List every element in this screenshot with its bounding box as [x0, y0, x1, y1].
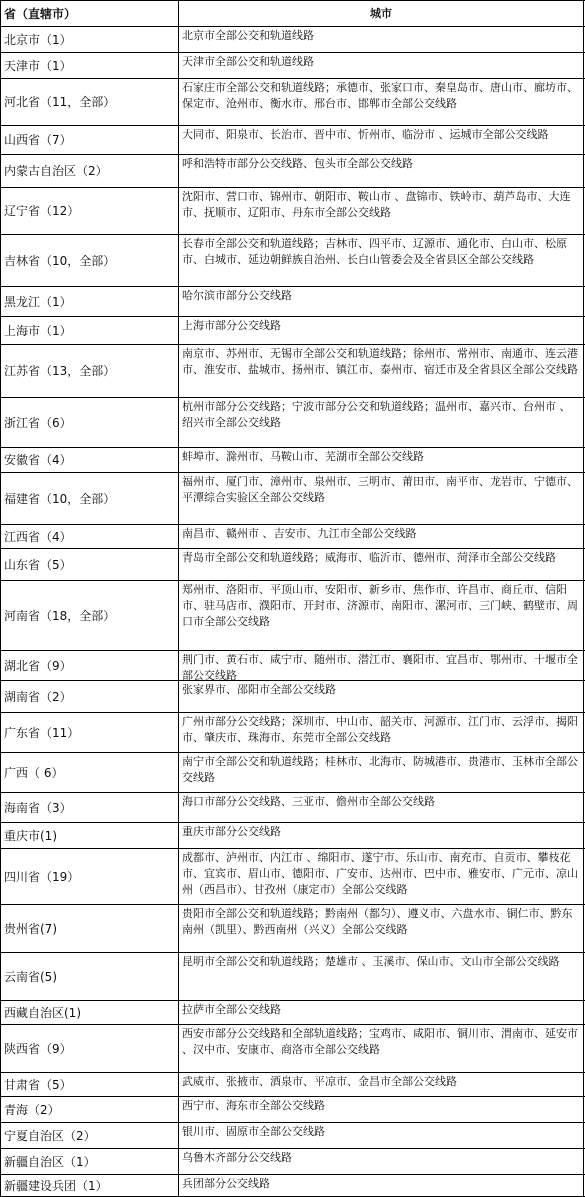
header-city: 城市 — [179, 1, 584, 26]
cities-cell: 兵团部分公交线路 — [179, 1174, 584, 1196]
province-cell: 内蒙古自治区（2） — [0, 154, 179, 187]
table-row — [0, 1174, 585, 1197]
province-cell: 天津市（1） — [0, 52, 179, 78]
province-cell: 湖北省（9） — [0, 650, 179, 680]
cities-cell: 北京市全部公交和轨道线路 — [179, 26, 584, 52]
province-cell: 辽宁省（12） — [0, 187, 179, 234]
cities-cell: 杭州市部分公交线路；宁波市部分公交和轨道线路；温州市、嘉兴市、台州市 、绍兴市全部公交线路 — [179, 397, 584, 447]
table-row — [0, 78, 585, 126]
table-row — [0, 316, 585, 345]
table-header-row — [0, 0, 585, 27]
cities-cell: 西安市部分公交线路和全部轨道线路；宝鸡市、咸阳市、铜川市、渭南市、延安市 、汉中市、安康市、商洛市全部公交线路 — [179, 1024, 584, 1072]
province-cell: 北京市（1） — [0, 26, 179, 52]
table-row — [0, 1096, 585, 1123]
province-cell: 新疆建设兵团（1） — [0, 1174, 179, 1196]
table-row — [0, 1024, 585, 1073]
cities-cell: 武威市、张掖市、酒泉市、平凉市、金昌市全部公交线路 — [179, 1072, 584, 1096]
table-row — [0, 524, 585, 549]
table-row — [0, 286, 585, 317]
table-row — [0, 548, 585, 581]
table-row — [0, 187, 585, 235]
province-cell: 海南省（3） — [0, 792, 179, 822]
cities-cell: 大同市、阳泉市、长治市、晋中市、忻州市、临汾市 、运城市全部公交线路 — [179, 125, 584, 154]
province-cell: 上海市（1） — [0, 316, 179, 344]
province-cell: 陕西省（9） — [0, 1024, 179, 1072]
province-cell: 广西（ 6） — [0, 752, 179, 792]
table-row — [0, 580, 585, 651]
table-row — [0, 952, 585, 1001]
cities-cell: 石家庄市全部公交和轨道线路；承德市、张家口市、秦皇岛市、唐山市、廊坊市、保定市、沧州市、衡水市、邢台市、邯郸市全部公交线路 — [179, 78, 584, 125]
province-cell: 黑龙江（1） — [0, 286, 179, 316]
table-row — [0, 792, 585, 823]
cities-cell: 长春市全部公交和轨道线路；吉林市、四平市、辽源市、通化市、白山市、松原市、白城市、延边朝鲜族自治州、长白山管委会及全省县区全部公交线路 — [179, 234, 584, 286]
province-cell: 吉林省（10，全部） — [0, 234, 179, 286]
cities-cell: 拉萨市全部公交线路 — [179, 1000, 584, 1024]
cities-cell: 郑州市、洛阳市、平顶山市、安阳市、新乡市、焦作市、许昌市、商丘市、信阳市、驻马店市、濮阳市、开封市、济源市、南阳市、漯河市、三门峡、鹤壁市、周口市全部公交线路 — [179, 580, 584, 650]
province-cell: 福建省（10，全部） — [0, 472, 179, 524]
cities-cell: 青岛市全部公交和轨道线路；威海市、临沂市、德州市、菏泽市全部公交线路 — [179, 548, 584, 580]
province-cell: 湖南省（2） — [0, 680, 179, 712]
province-cell: 江西省（4） — [0, 524, 179, 548]
province-cell: 安徽省（4） — [0, 447, 179, 472]
table-row — [0, 397, 585, 448]
cities-cell: 昆明市全部公交和轨道线路；楚雄市 、玉溪市、保山市、文山市全部公交线路 — [179, 952, 584, 1000]
province-cell: 青海（2） — [0, 1096, 179, 1122]
cities-cell: 沈阳市、营口市、锦州市、朝阳市、鞍山市 、盘锦市、铁岭市、葫芦岛市、大连市、抚顺市、辽阳市、丹东市全部公交线路 — [179, 187, 584, 234]
table-row — [0, 447, 585, 473]
cities-cell: 哈尔滨市部分公交线路 — [179, 286, 584, 316]
cities-cell: 南昌市、赣州市 、吉安市、九江市全部公交线路 — [179, 524, 584, 548]
cities-cell: 南宁市全部公交和轨道线路；桂林市、北海市、防城港市、贵港市、玉林市全部公交线路 — [179, 752, 584, 792]
cities-cell: 广州市部分公交线路；深圳市、中山市、韶关市、河源市、江门市、云浮市、揭阳市、肇庆市、珠海市、东莞市全部公交线路 — [179, 712, 584, 752]
province-cell: 新疆自治区（1） — [0, 1148, 179, 1174]
table-row — [0, 125, 585, 155]
table-row — [0, 472, 585, 525]
cities-cell: 南京市、苏州市、无锡市全部公交和轨道线路；徐州市、常州市、南通市、连云港市、淮安市、盐城市、扬州市、镇江市、泰州市、宿迁市及全省县区全部公交线路 — [179, 344, 584, 397]
cities-cell: 成都市、泸州市、内江市 、绵阳市、遂宁市、乐山市、南充市、自贡市、攀枝花市、宜宾市、眉山市、德阳市、广安市、达州市、巴中市、雅安市、广元市、凉山州（西昌市）、甘孜州（康定市）全部公交线路 — [179, 848, 584, 904]
cities-cell: 荆门市、黄石市、咸宁市、随州市、潜江市、襄阳市、宜昌市、鄂州市、十堰市全部公交线路 — [179, 650, 584, 680]
cities-cell: 西宁市、海东市全部公交线路 — [179, 1096, 584, 1122]
table-row — [0, 680, 585, 713]
province-cell: 河北省（11，全部） — [0, 78, 179, 125]
province-cell: 四川省（19） — [0, 848, 179, 904]
province-cell: 甘肃省（5） — [0, 1072, 179, 1096]
table-row — [0, 1072, 585, 1097]
cities-cell: 乌鲁木齐部分公交线路 — [179, 1148, 584, 1174]
table-row — [0, 154, 585, 188]
cities-cell: 蚌埠市、滁州市、马鞍山市、芜湖市全部公交线路 — [179, 447, 584, 472]
table-row — [0, 752, 585, 793]
table-row — [0, 1000, 585, 1025]
province-cell: 山西省（7） — [0, 125, 179, 154]
header-province: 省（直辖市） — [0, 1, 179, 26]
cities-cell: 上海市部分公交线路 — [179, 316, 584, 344]
province-cell: 重庆市(1) — [0, 822, 179, 848]
province-cell: 宁夏自治区（2） — [0, 1122, 179, 1148]
province-cell: 贵州省(7) — [0, 904, 179, 952]
cities-cell: 天津市全部公交和轨道线路 — [179, 52, 584, 78]
table-row — [0, 848, 585, 905]
cities-cell: 银川市、固原市全部公交线路 — [179, 1122, 584, 1148]
table-row — [0, 1122, 585, 1149]
table-row — [0, 52, 585, 79]
cities-cell: 福州市、厦门市、漳州市、泉州市、三明市、莆田市、南平市、龙岩市、宁德市、平潭综合实验区全部公交线路 — [179, 472, 584, 524]
cities-cell: 重庆市部分公交线路 — [179, 822, 584, 848]
province-cell: 云南省(5) — [0, 952, 179, 1000]
cities-cell: 张家界市、邵阳市全部公交线路 — [179, 680, 584, 712]
province-cell: 江苏省（13，全部） — [0, 344, 179, 397]
cities-cell: 海口市部分公交线路、三亚市、儋州市全部公交线路 — [179, 792, 584, 822]
province-cell: 西藏自治区(1) — [0, 1000, 179, 1024]
cities-cell: 贵阳市全部公交和轨道线路；黔南州（都匀）、遵义市、六盘水市、铜仁市、黔东南州（凯里）、黔西南州（兴义）全部公交线路 — [179, 904, 584, 952]
table-row — [0, 344, 585, 398]
table-row — [0, 26, 585, 53]
table-row — [0, 650, 585, 681]
table-row — [0, 712, 585, 753]
table-row — [0, 904, 585, 953]
province-cell: 山东省（5） — [0, 548, 179, 580]
table-row — [0, 234, 585, 287]
table-row — [0, 1148, 585, 1175]
table-row — [0, 822, 585, 849]
province-cell: 广东省（11） — [0, 712, 179, 752]
province-cell: 浙江省（6） — [0, 397, 179, 447]
cities-cell: 呼和浩特市部分公交线路、包头市全部公交线路 — [179, 154, 584, 187]
province-cell: 河南省（18，全部） — [0, 580, 179, 650]
